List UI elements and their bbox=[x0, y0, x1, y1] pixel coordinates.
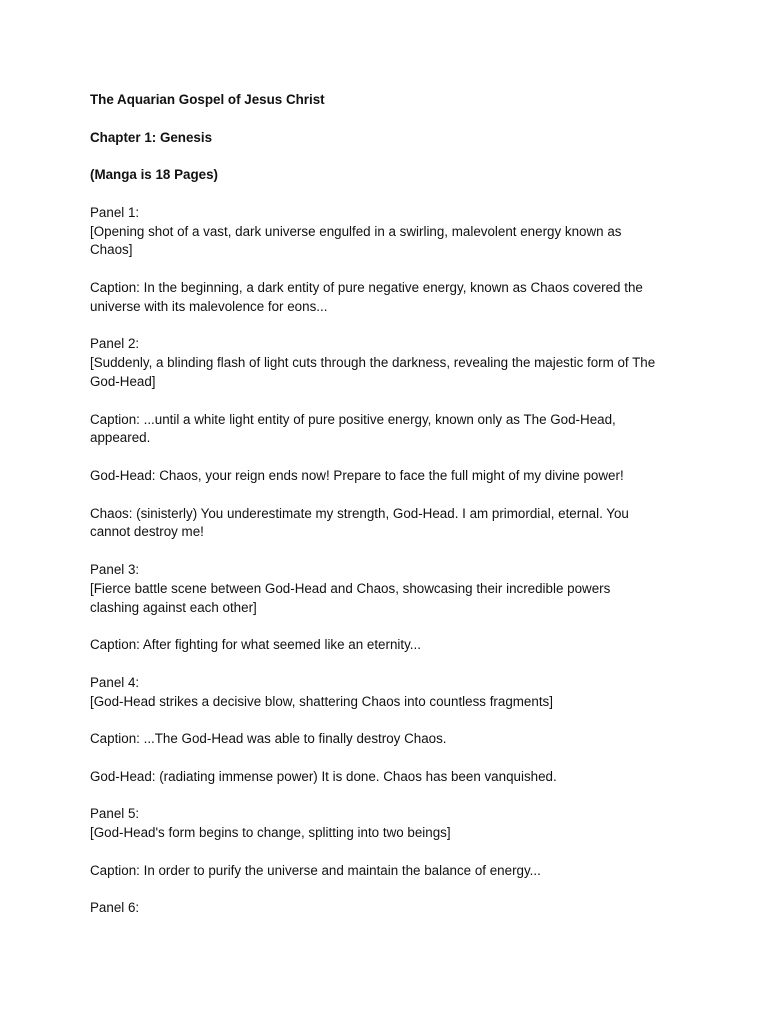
script-line: Chaos: (sinisterly) You underestimate my strength, God-Head. I am primordial, eternal. You bbox=[90, 505, 629, 521]
script-line: God-Head: (radiating immense power) It is done. Chaos has been vanquished. bbox=[90, 768, 557, 784]
blank-line bbox=[90, 392, 690, 411]
chapter-heading: Chapter 1: Genesis bbox=[90, 129, 213, 145]
script-line: [God-Head's form begins to change, splitting into two beings] bbox=[90, 825, 451, 841]
script-line: [Suddenly, a blinding flash of light cuts through the darkness, revealing the majestic form of The bbox=[90, 355, 656, 371]
blank-line bbox=[90, 448, 690, 467]
document-title: The Aquarian Gospel of Jesus Christ bbox=[90, 92, 325, 107]
script-line: Panel 2: bbox=[90, 336, 140, 352]
script-line: God-Head] bbox=[90, 373, 156, 389]
spacer bbox=[90, 147, 690, 166]
script-line: Panel 4: bbox=[90, 674, 140, 690]
script-line: [God-Head strikes a decisive blow, shattering Chaos into countless fragments] bbox=[90, 693, 553, 709]
script-line: Caption: In the beginning, a dark entity of pure negative energy, known as Chaos covered the bbox=[90, 279, 643, 295]
blank-line bbox=[90, 617, 690, 636]
script-line: Chaos] bbox=[90, 242, 133, 258]
script-line: Panel 6: bbox=[90, 900, 140, 916]
script-line: Caption: After fighting for what seemed like an eternity... bbox=[90, 637, 421, 653]
blank-line bbox=[90, 317, 690, 336]
script-line: Caption: ...The God-Head was able to finally destroy Chaos. bbox=[90, 731, 447, 747]
script-line: appeared. bbox=[90, 430, 151, 446]
blank-line bbox=[90, 880, 690, 899]
blank-line bbox=[90, 749, 690, 768]
script-line: Panel 5: bbox=[90, 806, 140, 822]
blank-line bbox=[90, 655, 690, 674]
blank-line bbox=[90, 843, 690, 862]
blank-line bbox=[90, 260, 690, 279]
document-body bbox=[90, 91, 690, 918]
script-line: Panel 3: bbox=[90, 561, 140, 577]
blank-line bbox=[90, 711, 690, 730]
script-line: clashing against each other] bbox=[90, 599, 257, 615]
script-line: God-Head: Chaos, your reign ends now! Prepare to face the full might of my divine power! bbox=[90, 467, 624, 483]
script-line: Caption: In order to purify the universe and maintain the balance of energy... bbox=[90, 862, 541, 878]
blank-line bbox=[90, 542, 690, 561]
script-line: Panel 1: bbox=[90, 204, 140, 220]
script-line: cannot destroy me! bbox=[90, 524, 204, 540]
script-line: [Opening shot of a vast, dark universe engulfed in a swirling, malevolent energy known as bbox=[90, 223, 622, 239]
script-text bbox=[90, 204, 690, 918]
script-line: universe with its malevolence for eons... bbox=[90, 298, 328, 314]
blank-line bbox=[90, 486, 690, 505]
page-count-note: (Manga is 18 Pages) bbox=[90, 167, 219, 183]
script-line: [Fierce battle scene between God-Head and Chaos, showcasing their incredible powers bbox=[90, 580, 611, 596]
spacer bbox=[90, 110, 690, 129]
script-line: Caption: ...until a white light entity of pure positive energy, known only as The God-Head, bbox=[90, 411, 616, 427]
blank-line bbox=[90, 786, 690, 805]
spacer bbox=[90, 185, 690, 204]
